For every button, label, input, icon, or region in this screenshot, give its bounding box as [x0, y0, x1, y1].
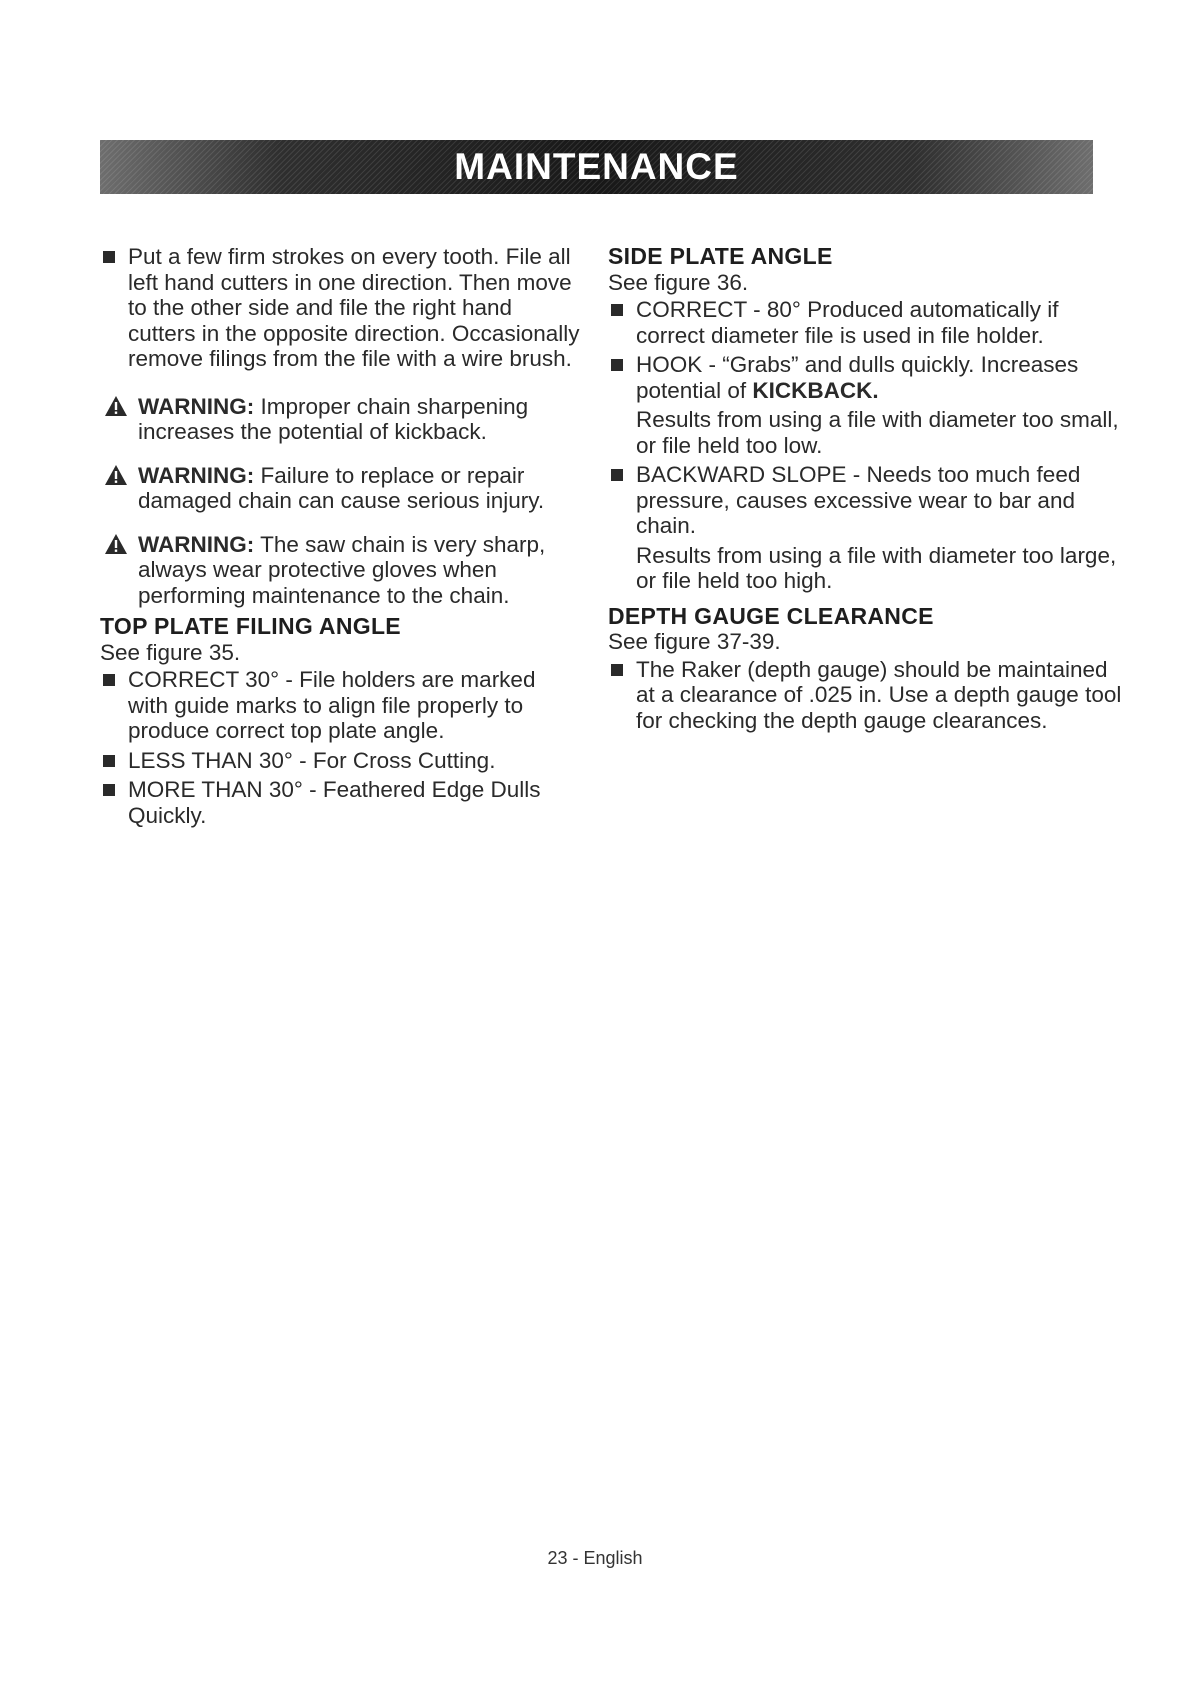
- list-item-text: HOOK - “Grabs” and dulls quickly. Increases potential of: [636, 352, 1079, 403]
- list-item: [100, 667, 580, 744]
- section-title: MAINTENANCE: [454, 146, 739, 187]
- warning-block: [100, 463, 580, 514]
- square-bullet-icon: [103, 755, 115, 767]
- square-bullet-icon: [103, 674, 115, 686]
- left-column: [100, 244, 580, 832]
- warning-text: The saw chain is very sharp, always wear protective gloves when performing maintenance to the chain.: [138, 531, 546, 608]
- list-item: [608, 352, 1128, 403]
- figure-reference: See figure 37-39.: [608, 629, 781, 654]
- list-item: [608, 297, 1128, 348]
- section-heading: DEPTH GAUGE CLEARANCE: [608, 602, 934, 629]
- list-item-text: LESS THAN 30° - For Cross Cutting.: [128, 747, 496, 773]
- list-item: [100, 748, 580, 774]
- list-item: [100, 777, 580, 828]
- warning-text: Failure to replace or repair damaged chain can cause serious injury.: [138, 462, 545, 513]
- warning-text: Improper chain sharpening increases the potential of kickback.: [138, 393, 529, 444]
- warning-label: WARNING:: [138, 531, 255, 557]
- warning-label: WARNING:: [138, 462, 255, 488]
- square-bullet-icon: [103, 784, 115, 796]
- page-footer: 23 - English: [547, 1548, 643, 1568]
- kickback-emphasis: KICKBACK.: [752, 377, 879, 403]
- square-bullet-icon: [611, 664, 623, 676]
- result-note: Results from using a file with diameter too large, or file held too high.: [636, 542, 1117, 593]
- figure-reference: See figure 35.: [100, 639, 241, 665]
- warning-block: [100, 394, 580, 445]
- square-bullet-icon: [103, 251, 115, 263]
- list-item: [100, 244, 580, 372]
- list-item-text: CORRECT 30° - File holders are marked with guide marks to align file properly to produce correct top plate angle.: [128, 667, 536, 743]
- square-bullet-icon: [611, 359, 623, 371]
- list-item: [608, 462, 1128, 539]
- warning-label: WARNING:: [138, 393, 255, 419]
- square-bullet-icon: [611, 304, 623, 316]
- list-item-text: BACKWARD SLOPE - Needs too much feed pressure, causes excessive wear to bar and chain.: [636, 462, 1081, 538]
- warning-block: [100, 532, 580, 609]
- list-item-text: The Raker (depth gauge) should be maintained at a clearance of .025 in. Use a depth gauge tool for checking the depth gauge clearances.: [636, 656, 1122, 733]
- list-item-text: Put a few firm strokes on every tooth. File all left hand cutters in one direction. Then move to the other side and file the right hand cutters in the opposite direction. Occasionally remove filings from the file with a wire brush.: [128, 244, 580, 371]
- figure-reference: See figure 36.: [608, 269, 749, 295]
- list-item-text: MORE THAN 30° - Feathered Edge Dulls Quickly.: [128, 777, 541, 828]
- warning-triangle-icon: [104, 395, 128, 417]
- section-heading: TOP PLATE FILING ANGLE: [100, 613, 401, 639]
- section-banner: [100, 140, 1093, 194]
- warning-triangle-icon: [104, 533, 128, 555]
- list-item: [608, 657, 1128, 734]
- list-item-text: CORRECT - 80° Produced automatically if correct diameter file is used in file holder.: [636, 297, 1059, 348]
- warning-triangle-icon: [104, 464, 128, 486]
- square-bullet-icon: [611, 469, 623, 481]
- right-column: [608, 244, 1128, 737]
- result-note: Results from using a file with diameter too small, or file held too low.: [636, 407, 1119, 458]
- section-heading: SIDE PLATE ANGLE: [608, 243, 833, 269]
